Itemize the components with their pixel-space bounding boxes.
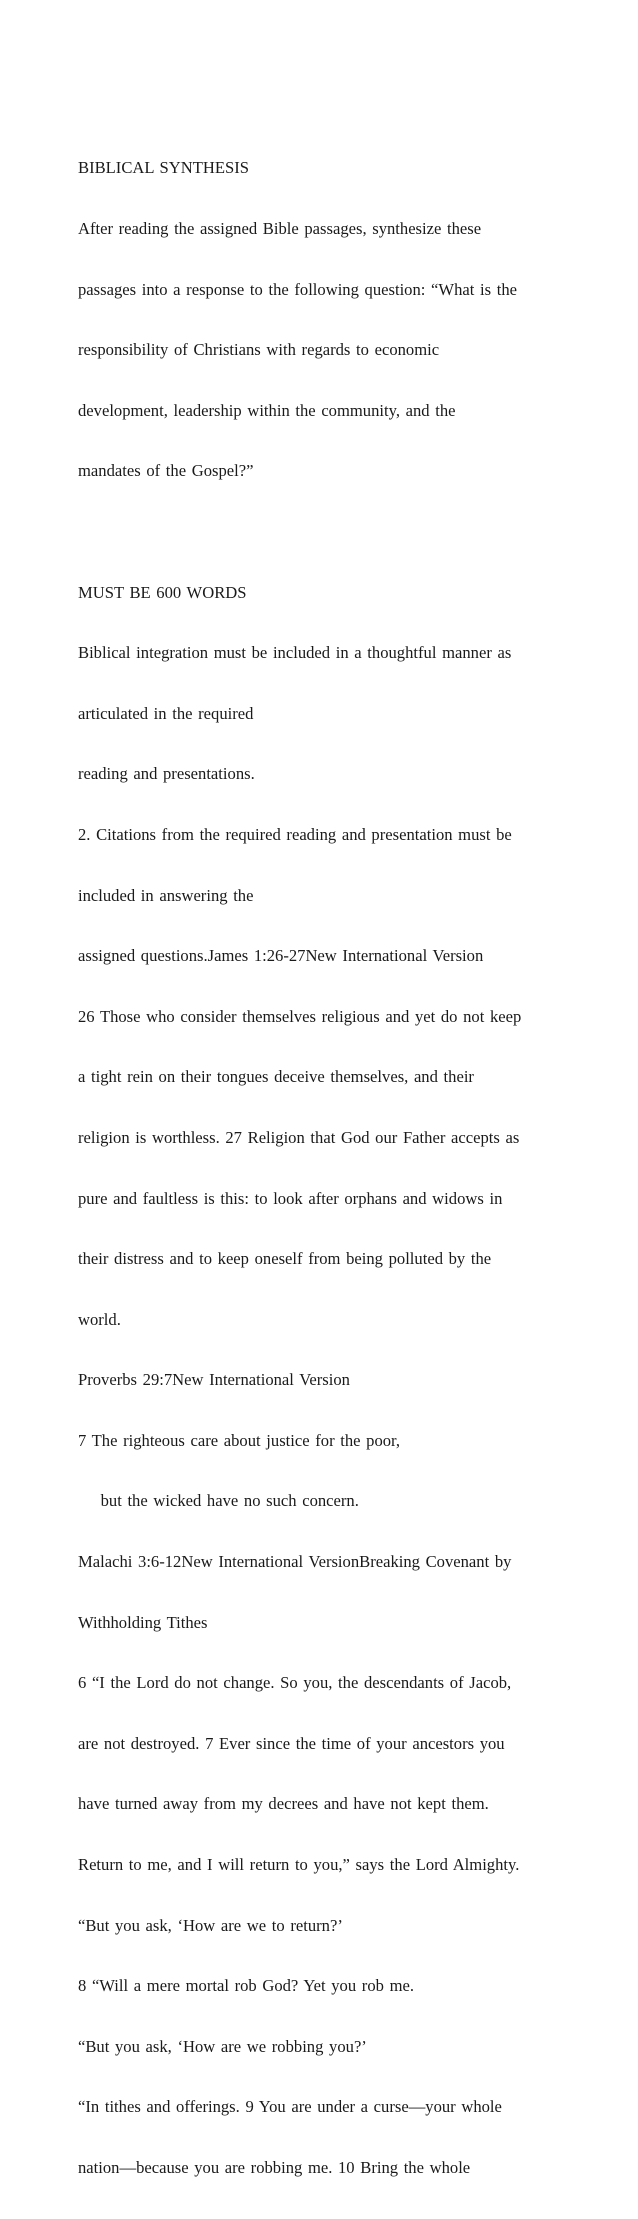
text-line: but the wicked have no such concern. [78, 1491, 359, 1511]
text-line: included in answering the [78, 885, 254, 905]
text-line: world. [78, 1309, 121, 1329]
text-line: “In tithes and offerings. 9 You are under a curse—your whole [78, 2097, 502, 2117]
text-line: 8 “Will a mere mortal rob God? Yet you rob me. [78, 1976, 414, 1996]
text-line: assigned questions.James 1:26-27New International Version [78, 946, 484, 966]
text-line: responsibility of Christians with regards to economic [78, 340, 440, 360]
text-line: “But you ask, ‘How are we to return?’ [78, 1915, 343, 1935]
text-line: Withholding Tithes [78, 1612, 208, 1632]
text-line: Return to me, and I will return to you,” says the Lord Almighty. [78, 1855, 520, 1875]
text-line: a tight rein on their tongues deceive themselves, and their [78, 1067, 474, 1087]
text-line: Malachi 3:6-12New International VersionBreaking Covenant by [78, 1552, 512, 1572]
section-heading: MUST BE 600 WORDS [78, 582, 247, 602]
text-line: nation—because you are robbing me. 10 Bring the whole [78, 2158, 471, 2177]
text-line: articulated in the required [78, 703, 254, 723]
document-title: BIBLICAL SYNTHESIS [78, 158, 249, 178]
text-line: religion is worthless. 27 Religion that God our Father accepts as [78, 1127, 520, 1147]
blank-line [78, 522, 578, 542]
document-body [78, 118, 578, 2219]
text-line: 7 The righteous care about justice for the poor, [78, 1430, 401, 1450]
text-line: 26 Those who consider themselves religious and yet do not keep [78, 1006, 522, 1026]
text-line: mandates of the Gospel?” [78, 461, 254, 481]
text-line: development, leadership within the community, and the [78, 400, 456, 420]
text-line: pure and faultless is this: to look after orphans and widows in [78, 1188, 503, 1208]
text-line: Proverbs 29:7New International Version [78, 1370, 350, 1390]
text-line: “But you ask, ‘How are we robbing you?’ [78, 2036, 367, 2056]
text-line: 2. Citations from the required reading and presentation must be [78, 824, 512, 844]
text-line: their distress and to keep oneself from being polluted by the [78, 1249, 492, 1269]
text-line: Biblical integration must be included in a thoughtful manner as [78, 643, 512, 663]
text-line: After reading the assigned Bible passages, synthesize these [78, 219, 482, 238]
text-line: 6 “I the Lord do not change. So you, the descendants of Jacob, [78, 1673, 512, 1693]
text-line: are not destroyed. 7 Ever since the time of your ancestors you [78, 1733, 505, 1753]
text-line: reading and presentations. [78, 764, 255, 784]
text-line: have turned away from my decrees and have not kept them. [78, 1794, 489, 1814]
text-line: passages into a response to the following question: “What is the [78, 279, 517, 299]
